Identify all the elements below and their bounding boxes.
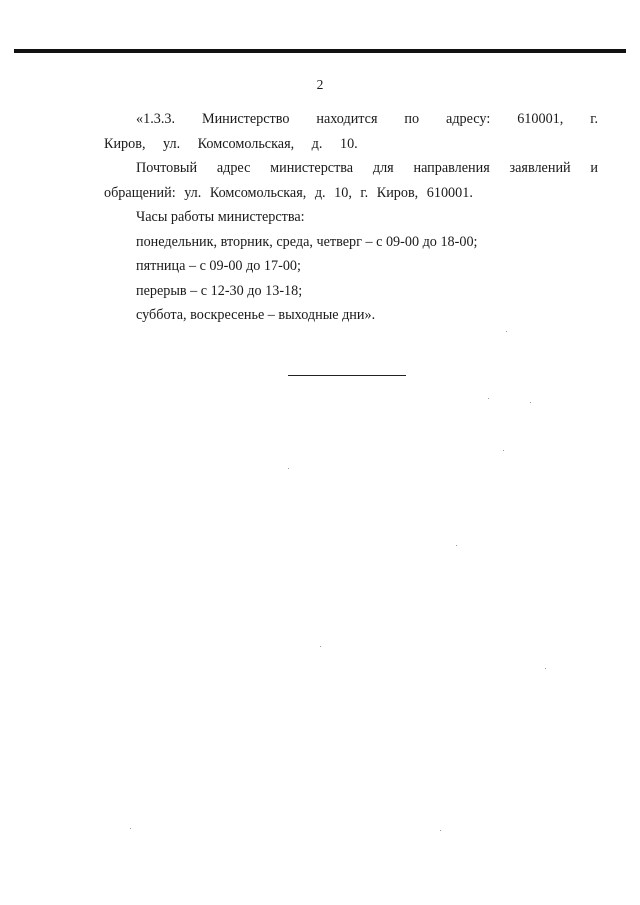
document-body [104, 107, 598, 328]
scan-speck [488, 398, 489, 399]
working-hours-heading: Часы работы министерства: [136, 209, 305, 225]
friday-hours: пятница – с 09-00 до 17-00; [136, 258, 301, 274]
scan-speck [456, 545, 457, 546]
closing-rule [288, 375, 406, 376]
address-paragraph: «1.3.3. Министерство находится по адресу: 610001, г. Киров, ул. Комсомольская, д. 10. [104, 111, 598, 152]
weekend-days: суббота, воскресенье – выходные дни». [136, 307, 376, 323]
scan-speck [545, 668, 546, 669]
scan-speck [440, 830, 441, 831]
scan-speck [530, 402, 531, 403]
lunch-break-hours: перерыв – с 12-30 до 13-18; [136, 282, 303, 299]
scan-speck [320, 646, 321, 647]
weekdays-hours: понедельник, вторник, среда, четверг – с 09-00 до 18-00; [136, 233, 478, 250]
scan-speck [506, 331, 507, 332]
page-number: 2 [316, 77, 324, 92]
scan-speck [503, 450, 504, 451]
scan-speck [288, 468, 289, 469]
postal-address-paragraph: Почтовый адрес министерства для направления заявлений и обращений: ул. Комсомольская, д. 10, г. Киров, 610001. [104, 160, 598, 201]
header-rule [14, 49, 626, 53]
scan-speck [130, 828, 131, 829]
